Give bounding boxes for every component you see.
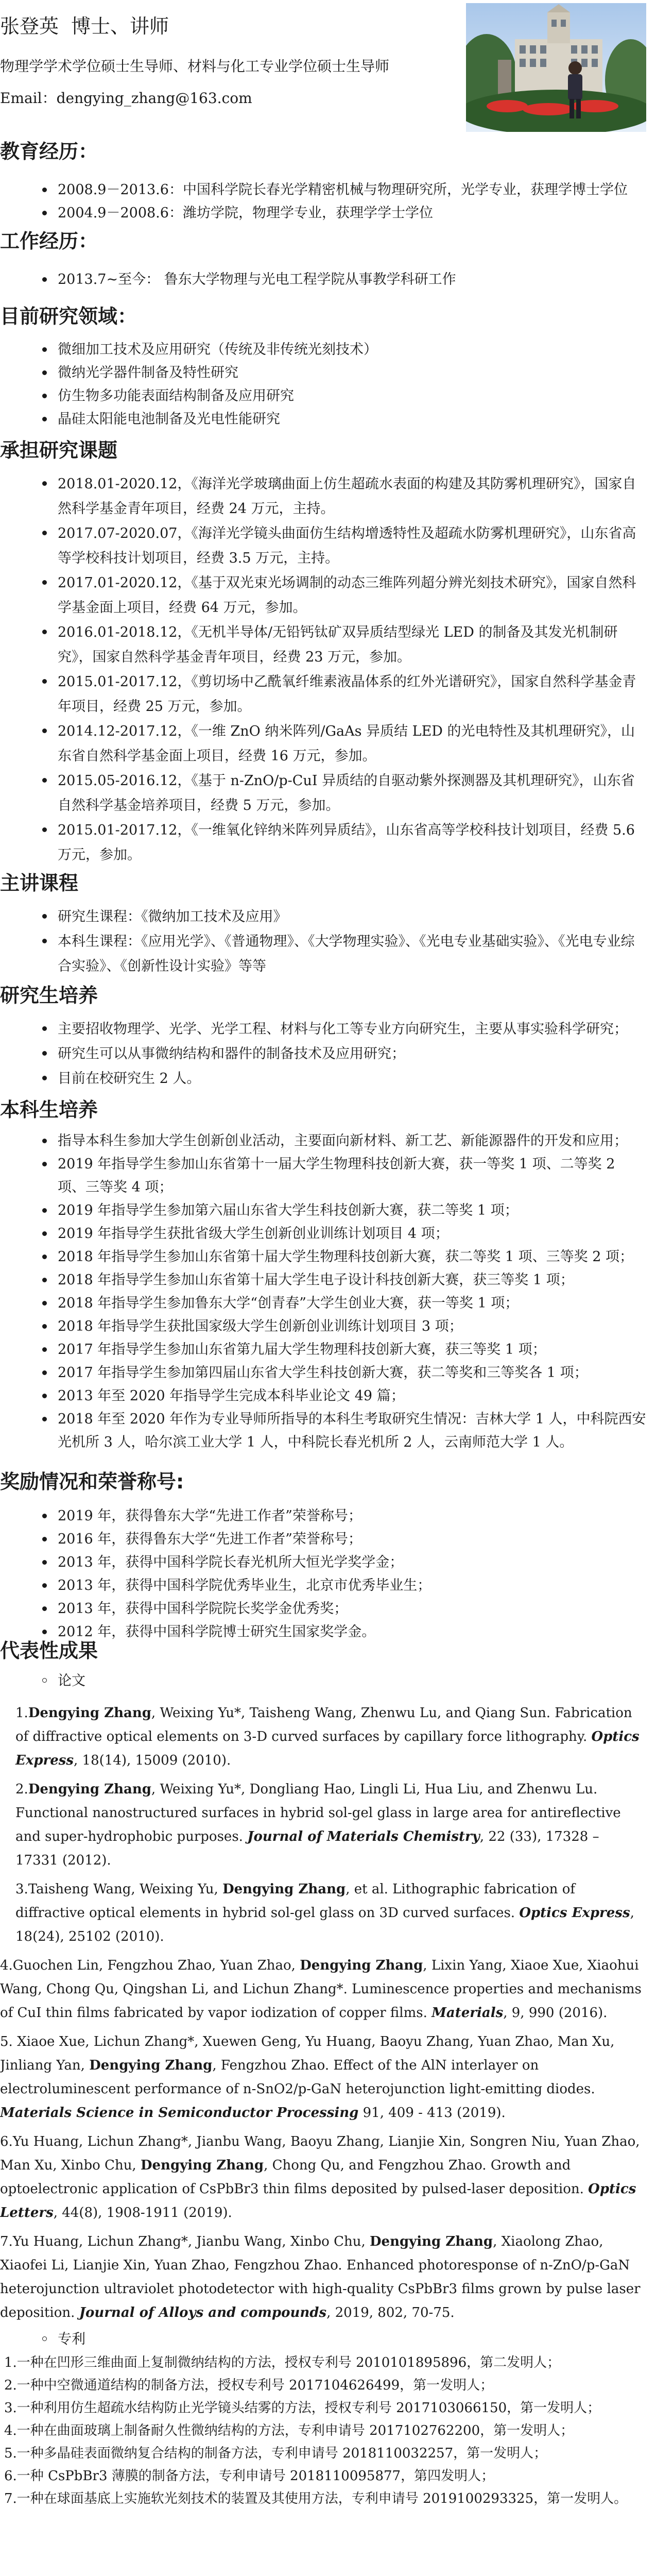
education-item: 2004.9－2008.6：潍坊学院，物理学专业，获理学学士学位 [0,201,656,225]
project-item: 2014.12-2017.12，《一维 ZnO 纳米阵列/GaAs 异质结 LED 的光电特性及其机理研究》，山东省自然科学基金面上项目，经费 16 万元，参加。 [0,719,656,769]
projects-list [0,472,656,868]
paper-body: , Chong Qu, and Fengzhou Zhao. Growth and optoelectronic application of CsPbBr3 thin films deposited by pulsed-laser deposition. [0,2158,589,2197]
honors-section [0,1469,656,1639]
works-section [0,1638,656,2571]
paper-lead: 6.Yu Huang, Lichun Zhang*, Jianbu Wang, Baoyu Zhang, Lianjie Xin, Songren Niu, Yuan Zhao, Man Xu, Xinbo Chu, [0,2134,640,2173]
paper-body: , Weixing Yu*, Taisheng Wang, Zhenwu Lu, and Qiang Sun. Fabrication of diffractive optical elements on 3-D curved surfaces by capillary force lithography. [15,1705,632,1744]
email-line: Email：dengying_zhang@163.com [0,90,252,107]
paper-author-highlight: Dengying Zhang [222,1882,346,1897]
project-item: 2015.01-2017.12，《剪切场中乙酰氧纤维素液晶体系的红外光谱研究》，国家自然科学基金青年项目，经费 25 万元，参加。 [0,670,656,719]
supervisor-line: 物理学学术学位硕士生导师、材料与化工专业学位硕士生导师 [0,58,390,75]
paper-citation: , 44(8), 1908-1911 (2019). [53,2205,232,2221]
honor-item: 2016 年，获得鲁东大学“先进工作者”荣誉称号； [0,1528,656,1551]
patent-item: 3.一种利用仿生超疏水结构防止光学镜头结雾的方法，授权专利号 2017103066150，第一发明人； [4,2400,601,2416]
graduate-title: 研究生培养 [0,984,98,1007]
honor-item: 2012 年，获得中国科学院博士研究生国家奖学金。 [0,1620,656,1643]
undergrad-item: 2019 年指导学生参加山东省第十一届大学生物理科技创新大赛，获一等奖 1 项、二等奖 2 项、三等奖 4 项； [0,1153,656,1199]
patent-item: 6.一种 CsPbBr3 薄膜的制备方法，专利申请号 2018110095877，第四发明人； [4,2468,495,2484]
undergrad-item: 2018 年指导学生获批国家级大学生创新创业训练计划项目 3 项； [0,1315,656,1338]
work-section [0,229,656,291]
paper-lead: 4.Guochen Lin, Fengzhou Zhao, Yuan Zhao, [0,1958,300,1973]
paper-citation: , 18(24), 25102 (2010). [15,1905,634,1944]
undergrad-list [0,1129,656,1454]
research-item: 微细加工技术及应用研究（传统及非传统光刻技术） [0,338,656,361]
course-item: 本科生课程：《应用光学》、《普通物理》、《大学物理实验》、《光电专业基础实验》、《光电专业综合实验》、《创新性设计实验》等等 [0,929,656,979]
courses-title: 主讲课程 [0,872,79,894]
honor-item: 2013 年，获得中国科学院院长奖学金优秀奖； [0,1597,656,1620]
courses-list [0,905,656,979]
honors-list [0,1504,656,1643]
header-info [0,56,389,109]
research-item: 仿生物多功能表面结构制备及应用研究 [0,384,656,408]
paper-body: , et al. Lithographic fabrication of diffractive optical elements in hybrid sol-gel glass on 3D curved surfaces. [15,1882,575,1921]
undergrad-item: 指导本科生参加大学生创新创业活动，主要面向新材料、新工艺、新能源器件的开发和应用； [0,1129,656,1153]
education-title: 教育经历： [0,140,98,163]
paper-item [0,1701,656,1772]
paper-item [0,1777,656,1872]
papers-subheading: 论文 [0,1669,656,1693]
undergrad-item: 2019 年指导学生获批省级大学生创新创业训练计划项目 4 项； [0,1222,656,1245]
paper-journal: Optics Letters [0,2181,636,2221]
undergrad-title: 本科生培养 [0,1098,98,1121]
undergrad-item: 2017 年指导学生参加山东省第九届大学生物理科技创新大赛，获三等奖 1 项； [0,1338,656,1361]
honors-title: 奖励情况和荣誉称号: [0,1470,184,1493]
paper-journal: Journal of Materials Chemistry [247,1829,480,1844]
paper-lead: 7.Yu Huang, Lichun Zhang*, Jianbu Wang, Xinbo Chu, [0,2234,370,2249]
paper-citation: , 22 (33), 17328 – 17331 (2012). [15,1829,599,1868]
research-title: 目前研究领域： [0,305,137,328]
portrait-photo [466,3,646,132]
paper-author-highlight: Dengying Zhang [89,2058,213,2073]
paper-citation: 91, 409 - 413 (2019). [358,2105,506,2121]
paper-journal: Optics Express [15,1729,640,1768]
paper-body: , Lixin Yang, Xiaoe Xue, Xiaohui Wang, Chong Qu, Qingshan Li, and Lichun Zhang*. Luminescence properties and mechanisms of CuI thin films fabricated by vapor iodization of copper films. [0,1958,642,2021]
undergrad-item: 2018 年指导学生参加山东省第十届大学生物理科技创新大赛，获二等奖 1 项、三等奖 2 项； [0,1245,656,1268]
education-item: 2008.9－2013.6：中国科学院长春光学精密机械与物理研究所，光学专业，获理学博士学位 [0,178,656,201]
paper-citation: , 2019, 802, 70-75. [326,2305,455,2320]
patents-subheading: 专利 [0,2328,656,2351]
paper-item [0,1877,656,1948]
graduate-item: 研究生可以从事微纳结构和器件的制备技术及应用研究； [0,1042,656,1066]
name-line [0,13,169,39]
patent-item: 7.一种在球面基底上实施软光刻技术的装置及其使用方法，专利申请号 2019100293325，第一发明人。 [4,2491,628,2506]
paper-lead: 3.Taisheng Wang, Weixing Yu, [15,1882,223,1897]
profile-header [0,0,656,135]
courses-section [0,871,656,989]
paper-journal: Materials Science in Semiconductor Processing [0,2105,359,2121]
course-item: 研究生课程：《微纳加工技术及应用》 [0,905,656,929]
paper-item [0,2030,656,2125]
graduate-item: 主要招收物理学、光学、光学工程、材料与化工等专业方向研究生，主要从事实验科学研究； [0,1017,656,1042]
paper-citation: , 18(14), 15009 (2010). [74,1753,231,1768]
projects-title: 承担研究课题 [0,439,118,462]
portrait-photo-illustration [466,3,646,132]
projects-section [0,438,656,871]
honor-item: 2013 年，获得中国科学院优秀毕业生，北京市优秀毕业生； [0,1574,656,1597]
paper-item [0,2230,656,2325]
paper-lead: 5. Xiaoe Xue, Lichun Zhang*, Xuewen Geng, Yu Huang, Baoyu Zhang, Yuan Zhao, Man Xu, Jinliang Yan, [0,2034,615,2073]
patent-item: 4.一种在曲面玻璃上制备耐久性微纳结构的方法，专利申请号 2017102762200，第一发明人； [4,2423,574,2438]
honor-item: 2019 年，获得鲁东大学“先进工作者”荣誉称号； [0,1504,656,1528]
paper-lead: 2. [15,1782,28,1797]
honor-item: 2013 年，获得中国科学院长春光机所大恒光学奖学金； [0,1551,656,1574]
paper-item [0,1954,656,2025]
work-item: 2013.7~至今： 鲁东大学物理与光电工程学院从事教学科研工作 [0,268,656,291]
paper-body: , Weixing Yu*, Dongliang Hao, Lingli Li, Hua Liu, and Zhenwu Lu. Functional nanostructured surfaces in hybrid sol-gel glass in large area for antireflective and super-hydrophobic purposes. [15,1782,621,1844]
paper-body: , Xiaolong Zhao, Xiaofei Li, Lianjie Xin, Yuan Zhao, Fengzhou Zhao. Enhanced photoresponse of n-ZnO/p-GaN heterojunction ultraviolet photodetector with high-quality CsPbBr3 films grown by pulse laser deposition. [0,2234,641,2320]
graduate-item: 目前在校研究生 2 人。 [0,1066,656,1091]
paper-body: , Fengzhou Zhao. Effect of the AlN interlayer on electroluminescent performance of n-SnO2/p-GaN heterojunction light-emitting diodes. [0,2058,595,2097]
graduate-list [0,1017,656,1091]
paper-journal: Journal of Alloys and compounds [79,2305,327,2320]
paper-author-highlight: Dengying Zhang [28,1705,151,1721]
patent-item: 5.一种多晶硅表面微纳复合结构的制备方法，专利申请号 2018110032257，第一发明人； [4,2446,547,2461]
paper-journal: Materials [431,2005,504,2021]
undergrad-item: 2018 年至 2020 年作为专业导师所指导的本科生考取研究生情况：吉林大学 1 人，中科院西安光机所 3 人，哈尔滨工业大学 1 人，中科院长春光机所 2 人，云南师范大学 1 人。 [0,1408,656,1454]
education-section [0,139,656,221]
paper-author-highlight: Dengying Zhang [370,2234,493,2249]
project-item: 2018.01-2020.12，《海洋光学玻璃曲面上仿生超疏水表面的构建及其防雾机理研究》，国家自然科学基金青年项目，经费 24 万元，主持。 [0,472,656,521]
project-item: 2017.07-2020.07，《海洋光学镜头曲面仿生结构增透特性及超疏水防雾机理研究》，山东省高等学校科技计划项目，经费 3.5 万元，主持。 [0,521,656,571]
education-list [0,178,656,225]
paper-lead: 1. [15,1705,28,1721]
patent-item: 2.一种中空微通道结构的制备方法，授权专利号 2017104626499，第一发明人； [4,2378,494,2393]
research-item: 微纳光学器件制备及特性研究 [0,361,656,384]
paper-author-highlight: Dengying Zhang [28,1782,151,1797]
paper-citation: , 9, 990 (2016). [503,2005,608,2021]
works-body [0,1669,656,2510]
graduate-section [0,983,656,1091]
patent-item: 1.一种在凹形三维曲面上复制微纳结构的方法，授权专利号 2010101895896，第二发明人； [4,2355,561,2370]
paper-journal: Optics Express [519,1905,630,1921]
person-titles: 博士、讲师 [71,15,169,38]
project-item: 2017.01-2020.12，《基于双光束光场调制的动态三维阵列超分辨光刻技术研究》，国家自然科学基金面上项目，经费 64 万元，参加。 [0,571,656,620]
person-name: 张登英 [0,15,59,38]
undergrad-item: 2013 年至 2020 年指导学生完成本科毕业论文 49 篇； [0,1384,656,1408]
paper-item [0,2130,656,2225]
project-item: 2016.01-2018.12，《无机半导体/无铅钙钛矿双异质结型绿光 LED 的制备及其发光机制研究》，国家自然科学基金青年项目，经费 23 万元，参加。 [0,620,656,670]
research-section [0,304,656,438]
project-item: 2015.05-2016.12，《基于 n-ZnO/p-CuI 异质结的自驱动紫外探测器及其机理研究》，山东省自然科学基金培养项目，经费 5 万元，参加。 [0,769,656,818]
work-list [0,268,656,291]
project-item: 2015.01-2017.12，《一维氧化锌纳米阵列异质结》，山东省高等学校科技计划项目，经费 5.6 万元，参加。 [0,818,656,868]
undergrad-item: 2018 年指导学生参加山东省第十届大学生电子设计科技创新大赛，获三等奖 1 项； [0,1268,656,1292]
works-title: 代表性成果 [0,1639,98,1662]
paper-author-highlight: Dengying Zhang [140,2158,264,2173]
undergrad-section [0,1097,656,1468]
research-item: 晶硅太阳能电池制备及光电性能研究 [0,408,656,431]
undergrad-item: 2019 年指导学生参加第六届山东省大学生科技创新大赛，获二等奖 1 项； [0,1199,656,1222]
undergrad-item: 2017 年指导学生参加第四届山东省大学生科技创新大赛，获二等奖和三等奖各 1 项； [0,1361,656,1384]
work-title: 工作经历： [0,230,98,252]
undergrad-item: 2018 年指导学生参加鲁东大学“创青春”大学生创业大赛，获一等奖 1 项； [0,1292,656,1315]
paper-author-highlight: Dengying Zhang [300,1958,423,1973]
research-list [0,338,656,431]
